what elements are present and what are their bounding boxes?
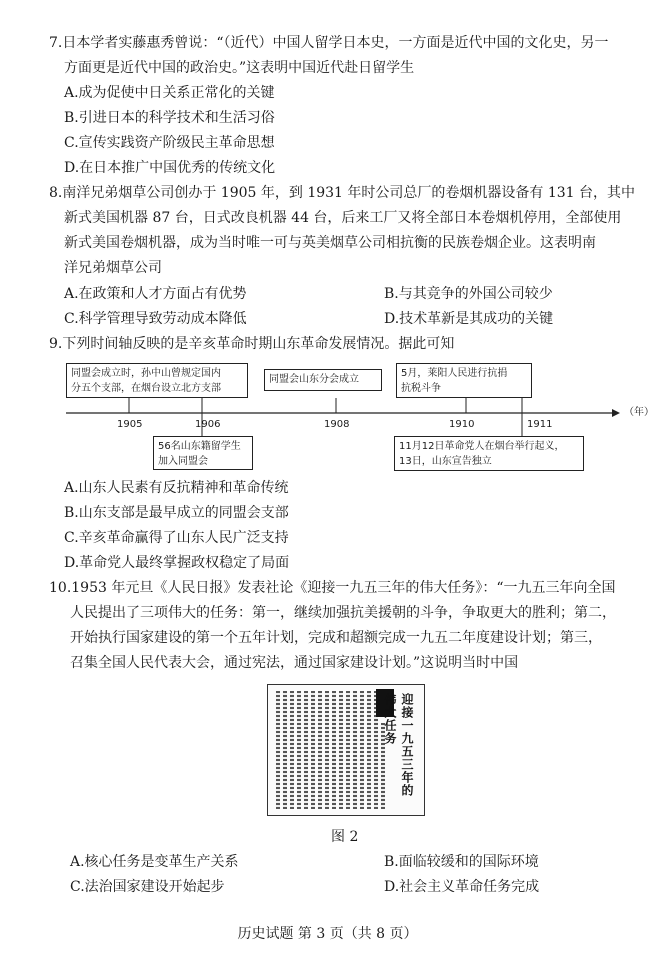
timeline-year-1908: 1908: [324, 419, 350, 430]
timeline-event-1906-line1: 56名山东籍留学生: [158, 441, 241, 452]
q10-option-a: A.核心任务是变革生产关系: [70, 854, 239, 870]
figure-caption: 图 2: [331, 829, 359, 845]
q8-stem-line1: 8.南洋兄弟烟草公司创办于 1905 年，到 1931 年时公司总厂的卷烟机器设备有 131 台，其中: [49, 185, 636, 201]
q8-option-b: B.与其竞争的外国公司较少: [384, 286, 553, 302]
q10-option-b: B.面临较缓和的国际环境: [384, 854, 539, 870]
q10-stem-line1: 10.1953 年元旦《人民日报》发表社论《迎接一九五三年的伟大任务》：“一九五三年向全国: [49, 580, 616, 596]
q10-option-c: C.法治国家建设开始起步: [70, 879, 225, 895]
q8-option-a: A.在政策和人才方面占有优势: [64, 286, 247, 302]
q9-option-c: C.辛亥革命赢得了山东人民广泛支持: [64, 530, 289, 546]
timeline-event-1911: [394, 436, 584, 471]
timeline-event-1911-line1: 11月12日革命党人在烟台举行起义，: [399, 441, 565, 452]
q8-stem-line4: 洋兄弟烟草公司: [64, 260, 162, 276]
q8-option-d: D.技术革新是其成功的关键: [384, 311, 554, 327]
timeline-year-1911: 1911: [527, 419, 553, 430]
timeline-year-1910: 1910: [449, 419, 475, 430]
timeline-event-1905-line1: 同盟会成立时，孙中山曾规定国内: [71, 368, 221, 379]
timeline-event-1908: [264, 369, 382, 391]
q7-option-d: D.在日本推广中国优秀的传统文化: [64, 160, 276, 176]
timeline-event-1911-line2: 13日，山东宣告独立: [399, 456, 492, 467]
q10-stem-line3: 开始执行国家建设的第一个五年计划，完成和超额完成一九五二年度建设计划；第三，: [70, 630, 602, 646]
newspaper-figure: [267, 684, 425, 816]
timeline-event-1910: [396, 363, 532, 398]
q9-option-d: D.革命党人最终掌握政权稳定了局面: [64, 555, 290, 571]
q9-stem: 9.下列时间轴反映的是辛亥革命时期山东革命发展情况。据此可知: [49, 336, 455, 352]
q7-stem-line1: 7.日本学者实藤惠秀曾说：“（近代）中国人留学日本史，一方面是近代中国的文化史，另一: [49, 35, 609, 51]
timeline-event-1908-text: 同盟会山东分会成立: [269, 374, 359, 385]
q8-option-c: C.科学管理导致劳动成本降低: [64, 311, 247, 327]
timeline-event-1905-line2: 分五个支部，在烟台设立北方支部: [71, 383, 221, 394]
q10-stem-line4: 召集全国人民代表大会，通过宪法，通过国家建设计划。”这说明当时中国: [70, 655, 519, 671]
q8-stem-line2: 新式美国机器 87 台，日式改良机器 44 台，后来工厂又将全部日本卷烟机停用，全部使用: [64, 210, 622, 226]
newspaper-headline: 迎接一九五三年的伟大任务: [383, 693, 414, 797]
q8-stem-line3: 新式美国卷烟机器，成为当时唯一可与英美烟草公司相抗衡的民族卷烟企业。这表明南: [64, 235, 596, 251]
timeline-event-1906: [153, 436, 253, 470]
page-footer: 历史试题 第 3 页（共 8 页）: [237, 926, 418, 942]
q7-option-c: C.宣传实践资产阶级民主革命思想: [64, 135, 275, 151]
timeline-event-1906-line2: 加入同盟会: [158, 456, 208, 467]
timeline-year-1906: 1906: [195, 419, 221, 430]
timeline-event-1910-line1: 5月，莱阳人民进行抗捐: [401, 368, 508, 379]
q10-stem-line2: 人民提出了三项伟大的任务：第一，继续加强抗美援朝的斗争，争取更大的胜利；第二，: [70, 605, 616, 621]
timeline-unit: （年）: [624, 407, 654, 418]
q10-option-d: D.社会主义革命任务完成: [384, 879, 540, 895]
q9-option-a: A.山东人民素有反抗精神和革命传统: [64, 480, 289, 496]
timeline-event-1905: [66, 363, 248, 398]
q7-stem-line2: 方面更是近代中国的政治史。”这表明中国近代赴日留学生: [64, 60, 415, 76]
timeline-year-1905: 1905: [117, 419, 143, 430]
q7-option-b: B.引进日本的科学技术和生活习俗: [64, 110, 275, 126]
timeline-event-1910-line2: 抗税斗争: [401, 383, 441, 394]
q7-option-a: A.成为促使中日关系正常化的关键: [64, 85, 275, 101]
q9-option-b: B.山东支部是最早成立的同盟会支部: [64, 505, 289, 521]
